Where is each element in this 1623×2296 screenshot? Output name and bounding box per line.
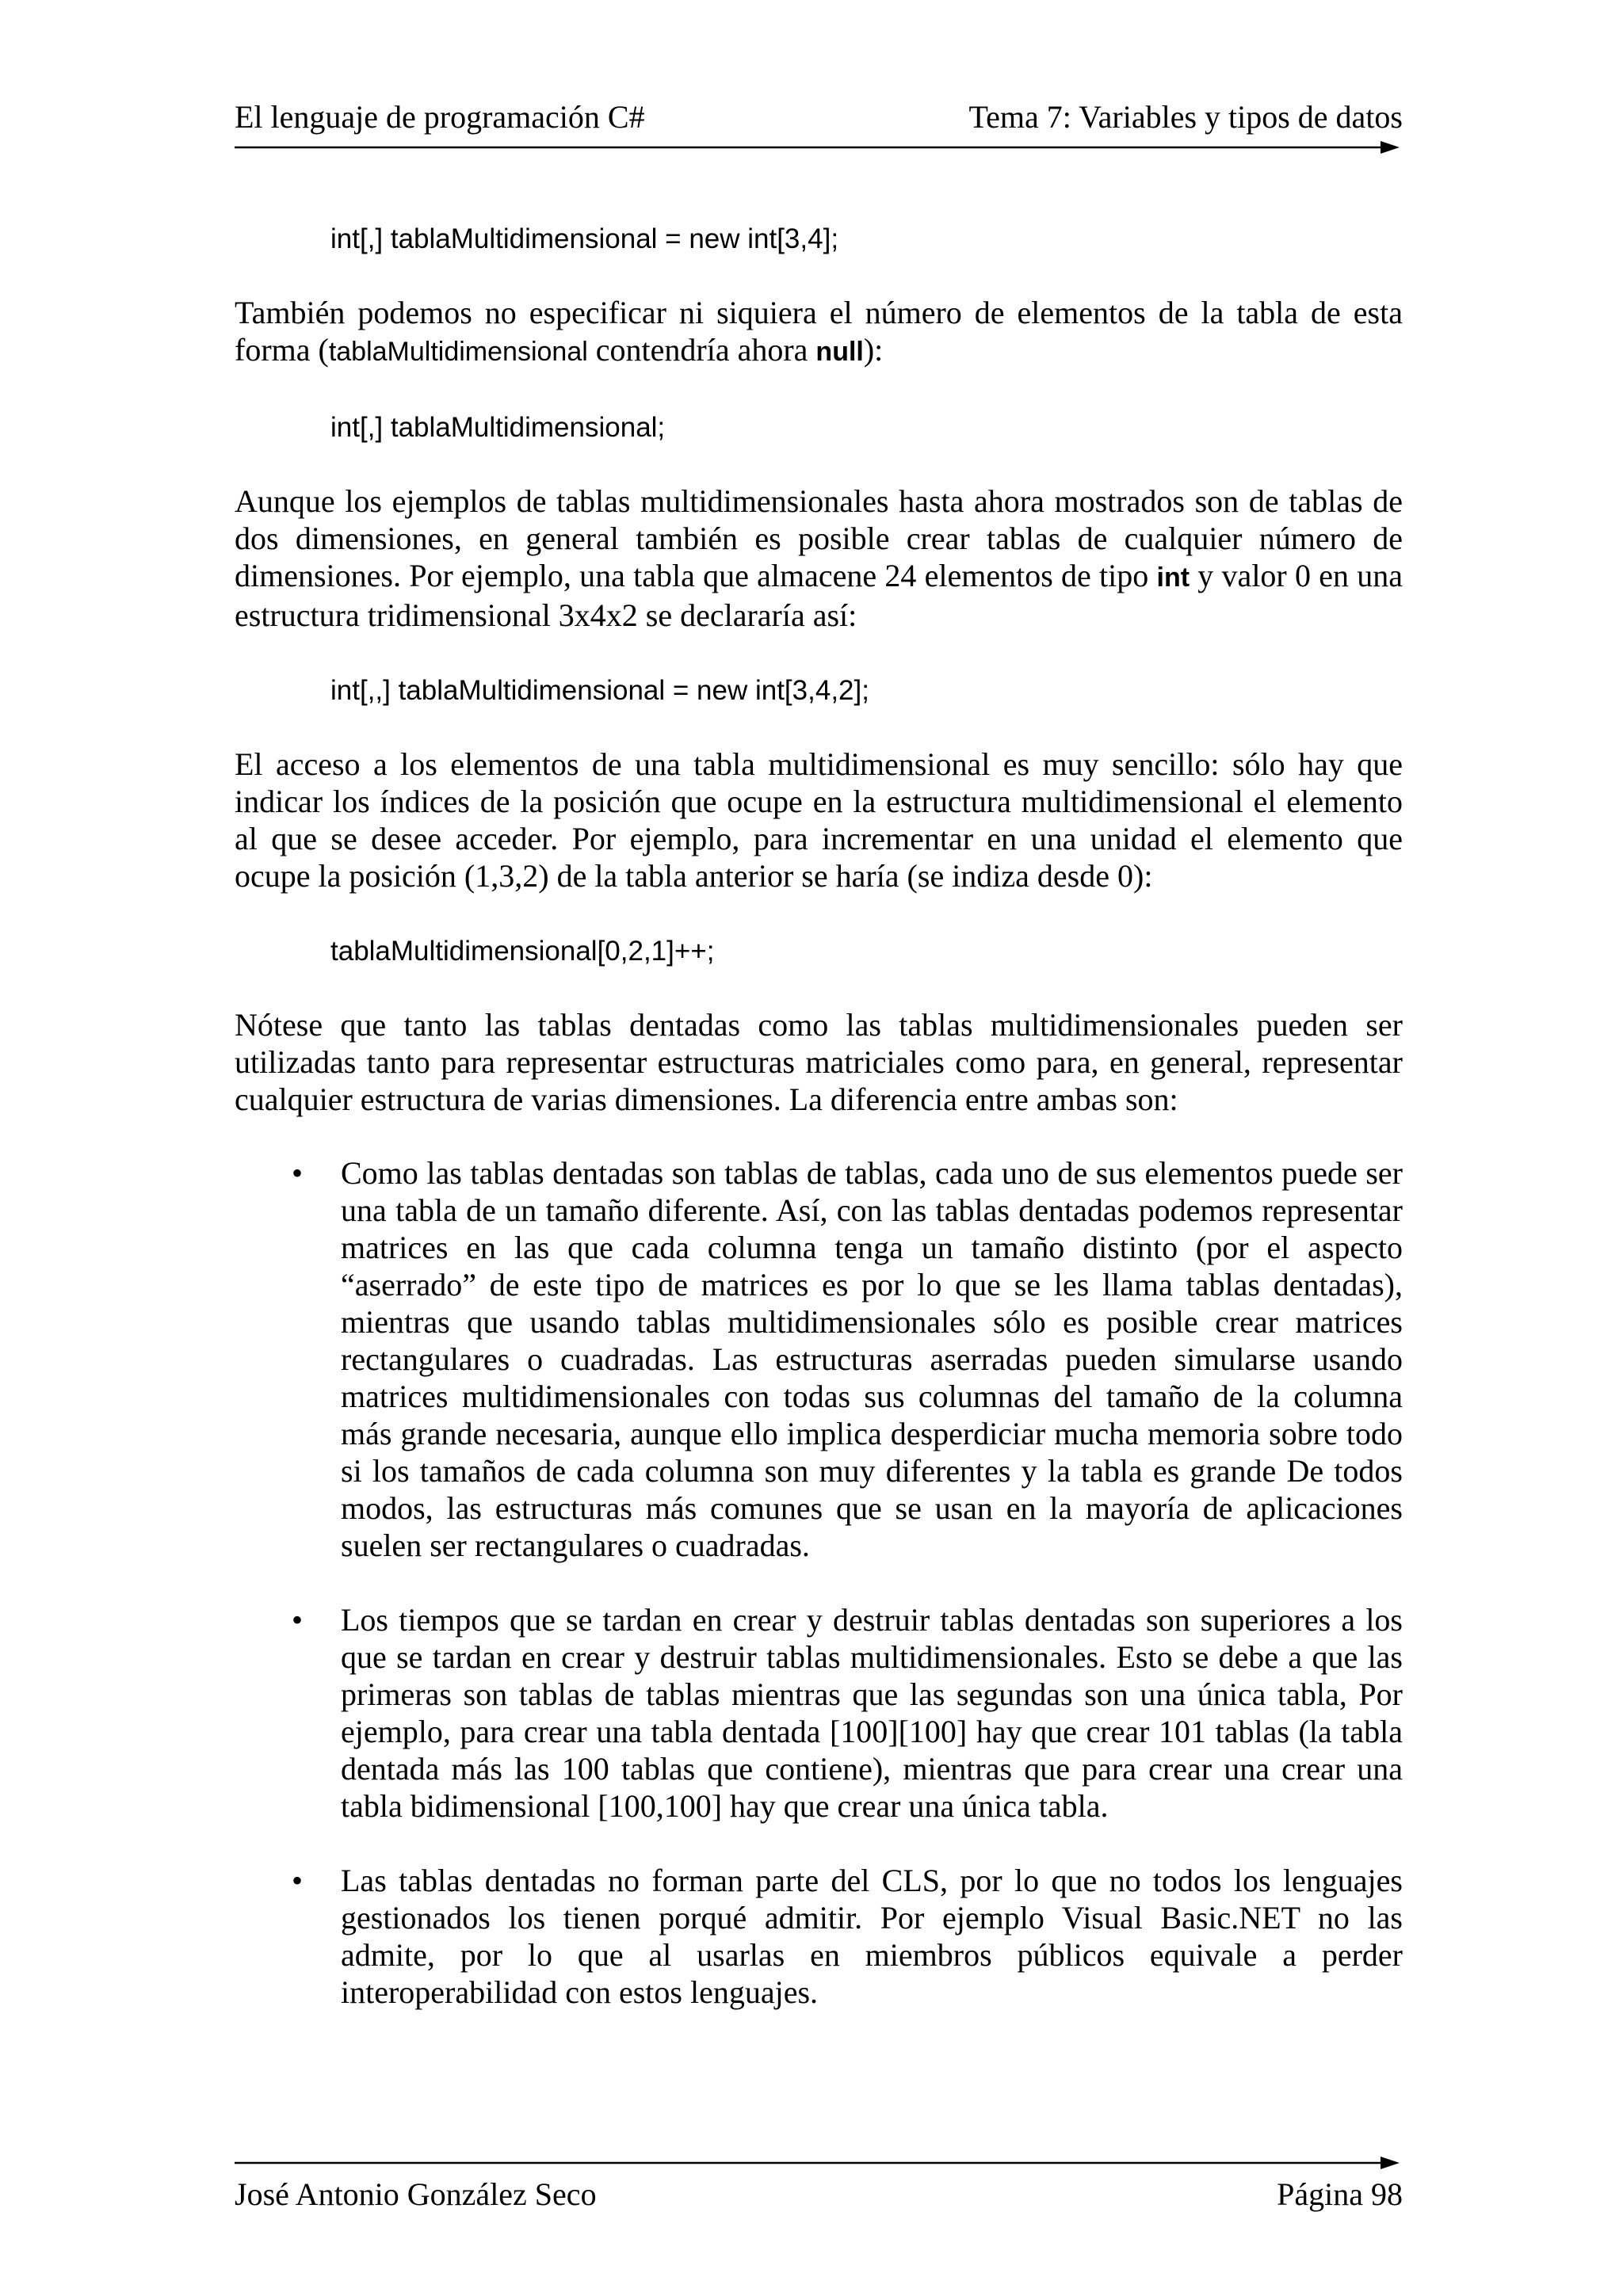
page-header [235,93,1403,141]
paragraph-text: También podemos no especificar ni siquiera el número de elementos de la tabla de esta forma ( [235,295,1403,368]
paragraph-text: Aunque los ejemplos de tablas multidimensionales hasta ahora mostrados son de tablas de dos dimensiones, en general también es posible crear tablas de cualquier número de dimensiones. Por ejemplo, una tabla que almacene 24 elementos de tipo [235,483,1403,593]
code-snippet: tablaMultidimensional[0,2,1]++; [330,936,715,967]
header-book-title: El lenguaje de programación C# [235,99,645,135]
paragraph [235,294,1403,371]
page-footer [235,2171,1403,2218]
footer-page-number: Página 98 [1277,2176,1403,2212]
paragraph: El acceso a los elementos de una tabla multidimensional es muy sencillo: sólo hay que indicar los índices de la posición que ocupe en la estructura multidimensional el elemento al que se desee acceder. Por ejemplo, para incrementar en una unidad el elemento que ocupe la posición (1,3,2) de la tabla anterior se haría (se indiza desde 0): [235,746,1403,894]
paragraph-text: ): [863,332,884,368]
inline-keyword: null [815,337,864,367]
paragraph-text: contendría ahora [587,332,816,368]
paragraph-text: y valor 0 en una estructura tridimensional 3x4x2 se declararía así: [235,558,1403,633]
page-body [235,220,1403,2011]
bullet-icon: • [292,1863,304,1898]
list-item [235,1601,1403,1825]
paragraph: Nótese que tanto las tablas dentadas como las tablas multidimensionales pueden ser utilizadas tanto para representar estructuras matriciales como para, en general, representar cualquier estructura de varias dimensiones. La diferencia entre ambas son: [235,1007,1403,1117]
bullet-icon: • [292,1602,304,1638]
inline-keyword: int [1156,563,1190,593]
paragraph [235,482,1403,634]
list-item-text: Como las tablas dentadas son tablas de tablas, cada uno de sus elementos puede ser una tabla de un tamaño diferente. Así, con las tablas dentadas podemos representar matrices en las que cada columna tenga un tamaño distinto (por el aspecto “aserrado” de este tipo de matrices es por lo que se les llama tablas dentadas), mientras que usando tablas multidimensionales sólo es posible crear matrices rectangulares o cuadradas. Las estructuras aserradas pueden simularse usando matrices multidimensionales con todas sus columnas del tamaño de la columna más grande necesaria, aunque ello implica desperdiciar mucha memoria sobre todo si los tamaños de cada columna son muy diferentes y la tabla es grande De todos modos, las estructuras más comunes que se usan en la mayoría de aplicaciones suelen ser rectangulares o cuadradas. [341,1155,1403,1563]
code-snippet: int[,] tablaMultidimensional = new int[3,4]; [330,223,839,254]
list-item [235,1154,1403,1564]
inline-code: tablaMultidimensional [328,337,588,367]
code-snippet: int[,] tablaMultidimensional; [330,412,666,443]
bullet-icon: • [292,1155,304,1191]
code-snippet: int[,,] tablaMultidimensional = new int[3,4,2]; [330,675,869,706]
footer-rule-arrow [235,2155,1400,2171]
list-item [235,1862,1403,2011]
list-item-text: Las tablas dentadas no forman parte del CLS, por lo que no todos los lenguajes gestionados los tienen porqué admitir. Por ejemplo Visual Basic.NET no las admite, por lo que al usarlas en miembros públicos equivale a perder interoperabilidad con estos lenguajes. [341,1863,1403,2010]
bullet-list [235,1154,1403,2011]
header-rule-arrow [235,139,1400,155]
header-chapter-title: Tema 7: Variables y tipos de datos [968,99,1403,135]
footer-author: José Antonio González Seco [235,2176,597,2212]
list-item-text: Los tiempos que se tardan en crear y destruir tablas dentadas son superiores a los que se tardan en crear y destruir tablas multidimensionales. Esto se debe a que las primeras son tablas de tablas mientras que las segundas son una única tabla, Por ejemplo, para crear una tabla dentada [100][100] hay que crear 101 tablas (la tabla dentada más las 100 tablas que contiene), mientras que para crear una crear una tabla bidimensional [100,100] hay que crear una única tabla. [341,1602,1403,1824]
